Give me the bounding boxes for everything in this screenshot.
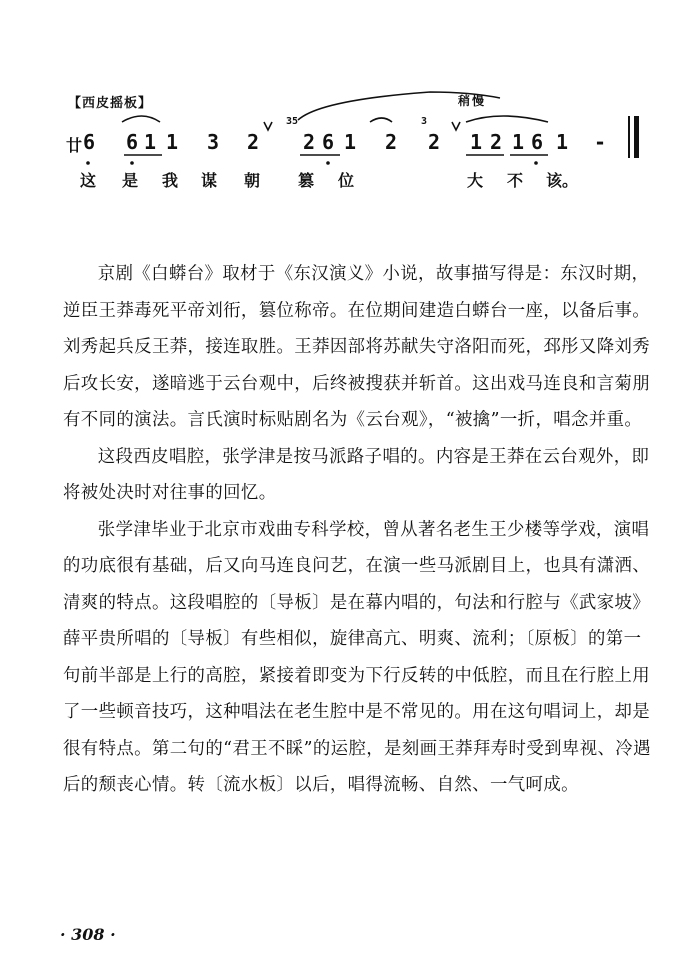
note: 2 bbox=[428, 130, 441, 154]
note: 1 bbox=[470, 130, 483, 154]
breath-mark bbox=[264, 122, 272, 130]
breath-mark bbox=[452, 122, 460, 130]
lyric-char: 篡 bbox=[298, 171, 315, 190]
slur-mark bbox=[466, 116, 548, 122]
page-number: · 308 · bbox=[60, 925, 116, 944]
grace-note-a: 35 bbox=[286, 116, 299, 127]
octave-dot bbox=[534, 161, 538, 165]
octave-dot bbox=[130, 161, 134, 165]
body-text bbox=[63, 256, 655, 804]
note: 6 bbox=[531, 130, 544, 154]
paragraph: 这段西皮唱腔，张学津是按马派路子唱的。内容是王莽在云台观外，即将被处决时对往事的回忆。 bbox=[63, 446, 650, 503]
lyric-char: 不 bbox=[507, 171, 524, 190]
section-label: 【西皮摇板】 bbox=[68, 96, 153, 111]
lyric-char: 谋 bbox=[201, 171, 218, 190]
lyric-char: 朝 bbox=[244, 171, 261, 190]
note: 1 bbox=[556, 130, 569, 154]
note: 1 bbox=[344, 130, 357, 154]
note: 2 bbox=[385, 130, 398, 154]
note: 1 bbox=[144, 130, 157, 154]
octave-dot bbox=[326, 161, 330, 165]
meter-sign: 廿 bbox=[66, 136, 83, 155]
slur-mark bbox=[122, 116, 160, 122]
grace-note-b: 3 bbox=[421, 116, 428, 127]
octave-dot bbox=[86, 161, 90, 165]
note: - bbox=[594, 130, 607, 154]
lyric-char: 该。 bbox=[546, 171, 579, 190]
note: 2 bbox=[303, 130, 316, 154]
lyric-char: 大 bbox=[467, 171, 484, 190]
lyric-char: 我 bbox=[162, 171, 179, 190]
lyric-char: 是 bbox=[122, 171, 139, 190]
note: 2 bbox=[490, 130, 503, 154]
note: 2 bbox=[247, 130, 260, 154]
note: 3 bbox=[207, 130, 220, 154]
paragraph: 京剧《白蟒台》取材于《东汉演义》小说，故事描写得是：东汉时期，逆臣王莽毒死平帝刘衎，篡位称帝。在位期间建造白蟒台一座，以备后事。刘秀起兵反王莽，接连取胜。王莽因部将苏献失守洛阳而死，邳彤又降刘秀后攻长安，遂暗逃于云台观中，后终被搜获并斩首。这出戏马连良和言菊朋有不同的演法。言氏演时标贴剧名为《云台观》，“被擒”一折，唱念并重。 bbox=[63, 264, 651, 430]
note: 6 bbox=[322, 130, 335, 154]
music-score bbox=[0, 0, 690, 210]
note: 1 bbox=[166, 130, 179, 154]
tempo-mark: 稍慢 bbox=[458, 94, 487, 108]
notation-row bbox=[0, 130, 690, 154]
slur-mark bbox=[298, 92, 500, 120]
note: 6 bbox=[126, 130, 139, 154]
paragraph: 张学津毕业于北京市戏曲专科学校，曾从著名老生王少楼等学戏，演唱的功底很有基础，后又向马连良问艺，在演一些马派剧目上，也具有潇洒、清爽的特点。这段唱腔的〔导板〕是在幕内唱的，句法和行腔与《武家坡》薛平贵所唱的〔导板〕有些相似，旋律高亢、明爽、流利；〔原板〕的第一句前半部是上行的高腔，紧接着即变为下行反转的中低腔，而且在行腔上用了一些顿音技巧，这种唱法在老生腔中是不常见的。用在这句唱词上，却是很有特点。第二句的“君王不睬”的运腔，是刻画王莽拜寿时受到卑视、冷遇后的颓丧心情。转〔流水板〕以后，唱得流畅、自然、一气呵成。 bbox=[63, 519, 651, 795]
lyric-char: 这 bbox=[80, 171, 97, 190]
lyric-char: 位 bbox=[338, 171, 355, 190]
note: 1 bbox=[512, 130, 525, 154]
note: 6 bbox=[83, 130, 96, 154]
slur-mark bbox=[370, 118, 392, 122]
